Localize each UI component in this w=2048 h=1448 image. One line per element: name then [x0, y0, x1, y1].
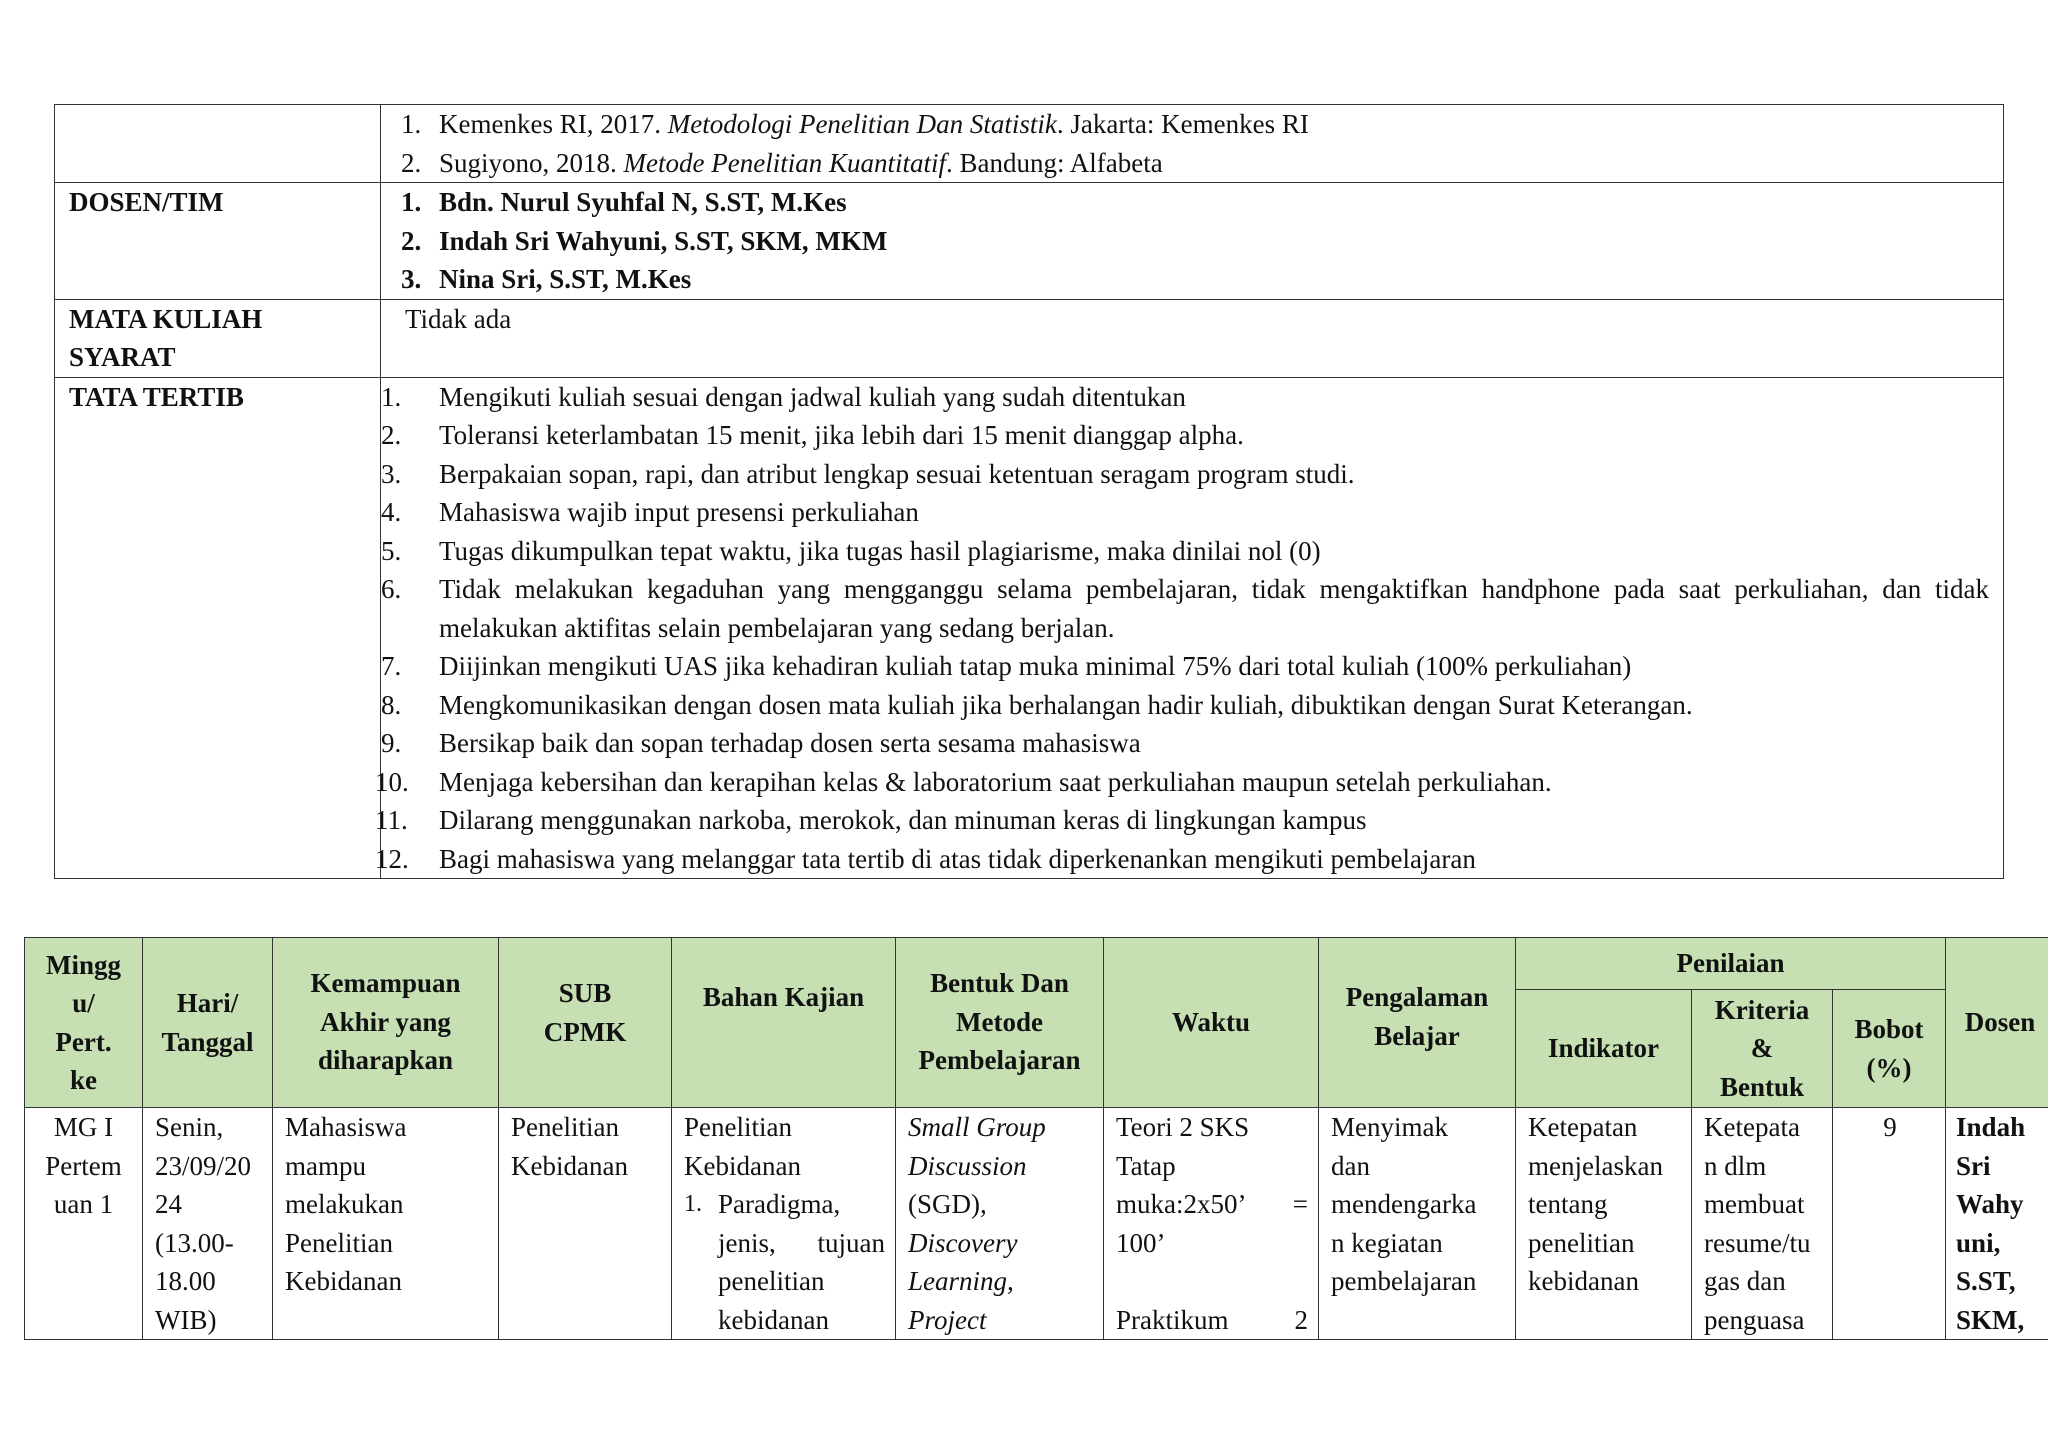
schedule-row	[25, 1108, 2048, 1340]
header-kemampuan: Kemampuan Akhir yang diharapkan	[273, 938, 499, 1108]
dosen-name: Bdn. Nurul Syuhfal N, S.ST, M.Kes	[439, 187, 847, 217]
rule-number: 5.	[381, 535, 402, 566]
rule-text: Tugas dikumpulkan tepat waktu, jika tugas hasil plagiarisme, maka dinilai nol (0)	[439, 535, 1321, 566]
schedule-table	[24, 937, 2048, 1340]
schedule-header-row	[25, 938, 2048, 990]
header-pengalaman: Pengalaman Belajar	[1319, 938, 1516, 1108]
rule-item	[381, 532, 1989, 571]
dosen-item	[381, 222, 1989, 261]
course-info-table	[54, 104, 2004, 879]
reference-number: 1.	[401, 109, 422, 139]
rule-text: Mengkomunikasikan dengan dosen mata kuliah jika berhalangan hadir kuliah, dibuktikan dengan Surat Keterangan.	[439, 689, 1693, 720]
reference-text: Kemenkes RI, 2017. Metodologi Penelitian Dan Statistik. Jakarta: Kemenkes RI	[439, 109, 1309, 139]
rule-text: Bersikap baik dan sopan terhadap dosen serta sesama mahasiswa	[439, 728, 1141, 758]
rule-item	[381, 416, 1989, 455]
header-kriteria: Kriteria & Bentuk	[1692, 990, 1833, 1108]
header-minggu: Mingg u/ Pert. ke	[25, 938, 143, 1108]
prasyarat-value: Tidak ada	[405, 303, 512, 334]
reference-text: Sugiyono, 2018. Metode Penelitian Kuantitatif. Bandung: Alfabeta	[439, 147, 1163, 178]
header-bahan-kajian: Bahan Kajian	[672, 938, 896, 1108]
cell-bentuk-metode: Small Group Discussion (SGD), Discovery Learning, Project	[896, 1108, 1104, 1340]
cell-bobot: 9	[1833, 1108, 1946, 1340]
rule-text: Mengikuti kuliah sesuai dengan jadwal kuliah yang sudah ditentukan	[439, 381, 1186, 412]
cell-pengalaman: Menyimak dan mendengarka n kegiatan pembelajaran	[1319, 1108, 1516, 1340]
rule-item	[381, 378, 1989, 417]
cell-waktu: Teori 2 SKS Tatap muka:2x50’ = 100’ Praktikum 2	[1104, 1108, 1319, 1340]
tata-tertib-list	[375, 377, 2004, 879]
rule-text: Menjaga kebersihan dan kerapihan kelas & laboratorium saat perkuliahan maupun setelah perkuliahan.	[439, 766, 1552, 797]
cell-indikator: Ketepatan menjelaskan tentang penelitian kebidanan	[1516, 1108, 1692, 1340]
references-label-cell	[55, 105, 381, 183]
rule-number: 1.	[381, 381, 402, 412]
dosen-item	[381, 183, 1989, 222]
rule-item	[375, 840, 1989, 879]
prasyarat-label-line: SYARAT	[69, 342, 176, 372]
references-cell	[381, 105, 2004, 183]
references-row	[55, 105, 2004, 183]
rule-item	[381, 647, 1989, 686]
rule-text: Berpakaian sopan, rapi, dan atribut lengkap sesuai ketentuan seragam program studi.	[439, 458, 1355, 489]
reference-number: 2.	[401, 147, 422, 178]
rule-text: Toleransi keterlambatan 15 menit, jika lebih dari 15 menit dianggap alpha.	[439, 420, 1244, 450]
rule-number: 12.	[375, 843, 409, 874]
dosen-name: Indah Sri Wahyuni, S.ST, SKM, MKM	[439, 225, 888, 256]
header-penilaian: Penilaian	[1516, 938, 1946, 990]
rule-number: 6.	[381, 574, 402, 604]
cell-dosen: Indah Sri Wahy uni, S.ST, SKM,	[1946, 1108, 2048, 1340]
rule-number: 4.	[381, 497, 402, 527]
dosen-label: DOSEN/TIM	[55, 183, 381, 300]
cell-kriteria: Ketepata n dlm membuat resume/tu gas dan penguasa	[1692, 1108, 1833, 1340]
rule-item	[381, 686, 1989, 725]
rule-item	[375, 801, 1989, 840]
header-bobot: Bobot (%)	[1833, 990, 1946, 1108]
cell-sub-cpmk: Penelitian Kebidanan	[499, 1108, 672, 1340]
header-waktu: Waktu	[1104, 938, 1319, 1108]
reference-item	[381, 144, 1989, 183]
dosen-number: 2.	[401, 225, 422, 256]
dosen-name: Nina Sri, S.ST, M.Kes	[439, 264, 692, 294]
prasyarat-value-cell	[381, 299, 2004, 377]
rule-text: Mahasiswa wajib input presensi perkuliahan	[439, 497, 919, 527]
cell-hari-tanggal: Senin, 23/09/20 24 (13.00- 18.00 WIB)	[143, 1108, 273, 1340]
rule-text: Dilarang menggunakan narkoba, merokok, dan minuman keras di lingkungan kampus	[439, 805, 1367, 835]
rule-item	[381, 493, 1989, 532]
rule-item	[375, 763, 1989, 802]
tata-tertib-row	[55, 377, 2004, 879]
header-bentuk-metode: Bentuk Dan Metode Pembelajaran	[896, 938, 1104, 1108]
rule-number: 7.	[381, 651, 402, 681]
cell-kemampuan: Mahasiswa mampu melakukan Penelitian Kebidanan	[273, 1108, 499, 1340]
tata-tertib-label: TATA TERTIB	[55, 377, 381, 879]
rule-number: 11.	[375, 805, 408, 835]
cell-minggu: MG I Pertem uan 1	[25, 1108, 143, 1340]
prasyarat-label-line: MATA KULIAH	[69, 303, 263, 334]
header-indikator: Indikator	[1516, 990, 1692, 1108]
rule-item	[381, 724, 1989, 763]
dosen-number: 3.	[401, 264, 422, 294]
reference-item	[381, 105, 1989, 144]
rule-number: 9.	[381, 728, 402, 758]
dosen-row	[55, 183, 2004, 300]
rule-number: 2.	[381, 420, 402, 450]
cell-bahan-kajian: Penelitian Kebidanan 1. Paradigma, jenis, tujuan penelitian kebidanan	[672, 1108, 896, 1340]
rule-text: Bagi mahasiswa yang melanggar tata tertib di atas tidak diperkenankan mengikuti pembelajaran	[439, 843, 1476, 874]
rule-item	[381, 455, 1989, 494]
rule-text: Tidak melakukan kegaduhan yang mengganggu selama pembelajaran, tidak mengaktifkan handphone pada saat perkuliahan, dan tidak melakukan aktifitas selain pembelajaran yang sedang berjalan.	[439, 574, 1989, 643]
header-sub-cpmk: SUB CPMK	[499, 938, 672, 1108]
rule-number: 3.	[381, 458, 402, 489]
dosen-item	[381, 260, 1989, 299]
rule-item	[381, 570, 1989, 647]
rule-number: 10.	[375, 766, 409, 797]
prasyarat-row	[55, 299, 2004, 377]
rule-number: 8.	[381, 689, 402, 720]
prasyarat-label	[55, 299, 381, 377]
header-dosen: Dosen	[1946, 938, 2048, 1108]
rule-text: Diijinkan mengikuti UAS jika kehadiran kuliah tatap muka minimal 75% dari total kuliah (100% perkuliahan)	[439, 651, 1632, 681]
bahan-list-item: 1. Paradigma, jenis, tujuan penelitian kebidanan	[684, 1189, 885, 1335]
dosen-number: 1.	[401, 187, 422, 217]
header-hari-tanggal: Hari/ Tanggal	[143, 938, 273, 1108]
dosen-list	[381, 183, 2004, 300]
